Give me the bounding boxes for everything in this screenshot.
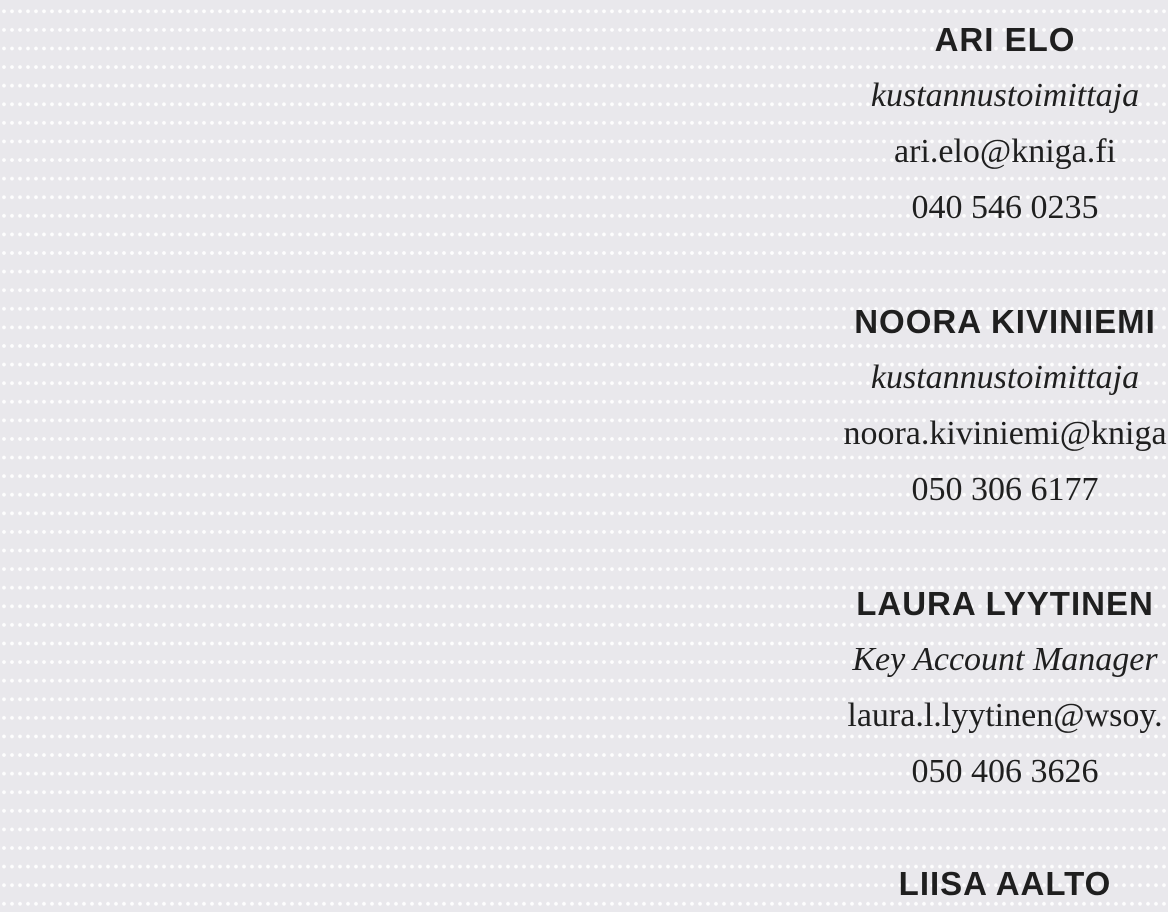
contact-email: laura.l.lyytinen@wsoy. — [847, 697, 1163, 734]
contact-phone: 050 406 3626 — [911, 753, 1099, 790]
contact-card-ari-elo — [800, 12, 1168, 236]
contact-phone: 050 306 6177 — [911, 471, 1099, 508]
contact-role: kustannustoimittaja — [870, 77, 1140, 114]
contact-card-laura-lyytinen — [800, 576, 1168, 800]
contact-card-noora-kiviniemi — [800, 294, 1168, 518]
contact-role: kustannustoimittaja — [870, 359, 1140, 396]
contact-name: LAURA LYYTINEN — [856, 585, 1154, 622]
contact-card-liisa-aalto — [800, 856, 1168, 912]
contact-phone: 040 546 0235 — [911, 189, 1099, 226]
contact-name: LIISA AALTO — [898, 865, 1112, 902]
contact-email: noora.kiviniemi@kniga — [843, 415, 1167, 452]
contact-name: ARI ELO — [934, 21, 1076, 58]
contact-email: ari.elo@kniga.fi — [893, 133, 1116, 170]
contact-name: NOORA KIVINIEMI — [854, 303, 1156, 340]
contact-role: Key Account Manager — [852, 641, 1158, 678]
